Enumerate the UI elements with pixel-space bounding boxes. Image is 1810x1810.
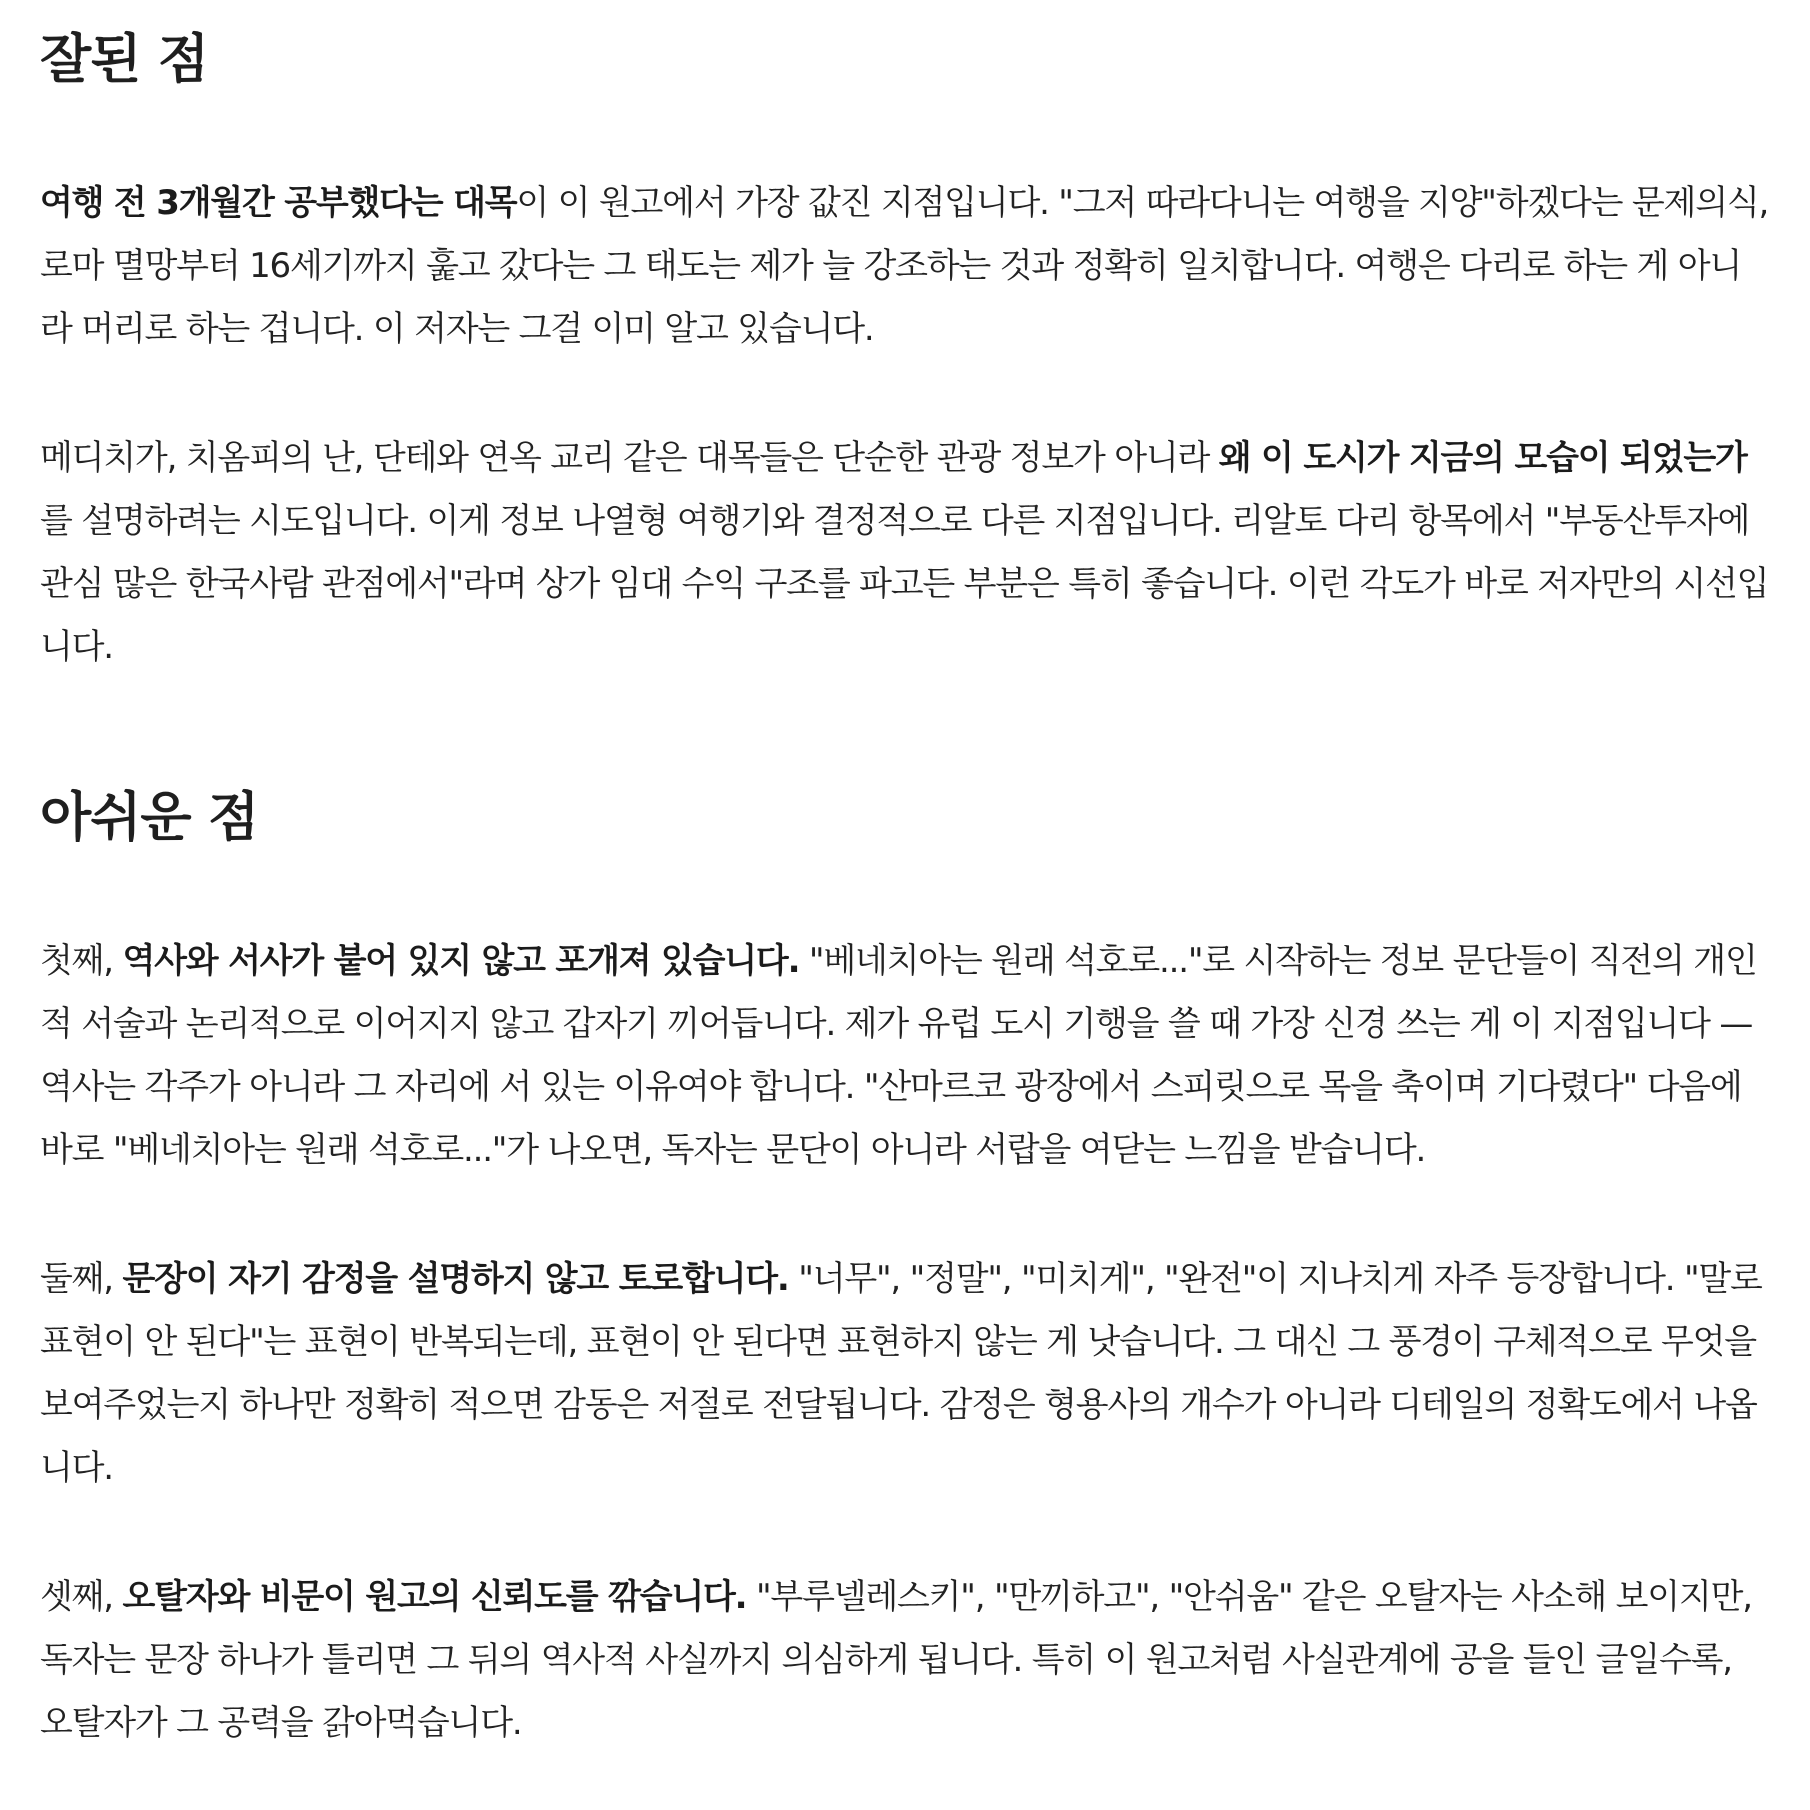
paragraph-lead: 셋째,	[40, 1577, 123, 1617]
bad-paragraph-3	[40, 1566, 1770, 1755]
emphasis: 문장이 자기 감정을 설명하지 않고 토로합니다.	[122, 1259, 789, 1299]
bad-paragraph-2	[40, 1248, 1770, 1500]
good-paragraph-2	[40, 427, 1770, 679]
emphasis: 오탈자와 비문이 원고의 신뢰도를 깎습니다.	[122, 1577, 747, 1617]
paragraph-lead: 둘째,	[40, 1259, 123, 1299]
paragraph-text: 메디치가, 치옴피의 난, 단테와 연옥 교리 같은 대목들은 단순한 관광 정보가 아니라	[40, 438, 1219, 478]
emphasis: 왜 이 도시가 지금의 모습이 되었는가	[1218, 438, 1747, 478]
paragraph-text: 를 설명하려는 시도입니다. 이게 정보 나열형 여행기와 결정적으로 다른 지점입니다. 리알토 다리 항목에서 "부동산투자에 관심 많은 한국사람 관점에서"라며 상가 임대 수익 구조를 파고든 부분은 특히 좋습니다. 이런 각도가 바로 저자만의 시선입니다.	[40, 501, 1769, 667]
emphasis: 역사와 서사가 붙어 있지 않고 포개져 있습니다.	[122, 941, 800, 981]
emphasis: 여행 전 3개월간 공부했다는 대목	[40, 183, 517, 223]
section-title-good: 잘된 점	[40, 29, 209, 90]
paragraph-text: "부루넬레스키", "만끼하고", "안쉬움" 같은 오탈자는 사소해 보이지만, 독자는 문장 하나가 틀리면 그 뒤의 역사적 사실까지 의심하게 됩니다. 특히 이 원고처럼 사실관계에 공을 들인 글일수록, 오탈자가 그 공력을 갉아먹습니다.	[40, 1577, 1752, 1743]
paragraph-text: "베네치아는 원래 석호로..."로 시작하는 정보 문단들이 직전의 개인적 서술과 논리적으로 이어지지 않고 갑자기 끼어듭니다. 제가 유럽 도시 기행을 쓸 때 가장 신경 쓰는 게 이 지점입니다 — 역사는 각주가 아니라 그 자리에 서 있는 이유여야 합니다. "산마르코 광장에서 스피릿으로 목을 축이며 기다렸다" 다음에 바로 "베네치아는 원래 석호로..."가 나오면, 독자는 문단이 아니라 서랍을 여닫는 느낌을 받습니다.	[40, 941, 1757, 1170]
bad-paragraph-1	[40, 930, 1770, 1182]
paragraph-text: 이 이 원고에서 가장 값진 지점입니다. "그저 따라다니는 여행을 지양"하겠다는 문제의식, 로마 멸망부터 16세기까지 훑고 갔다는 그 태도는 제가 늘 강조하는 것과 정확히 일치합니다. 여행은 다리로 하는 게 아니라 머리로 하는 겁니다. 이 저자는 그걸 이미 알고 있습니다.	[40, 183, 1769, 349]
paragraph-text: "너무", "정말", "미치게", "완전"이 지나치게 자주 등장합니다. "말로 표현이 안 된다"는 표현이 반복되는데, 표현이 안 된다면 표현하지 않는 게 낫습니다. 그 대신 그 풍경이 구체적으로 무엇을 보여주었는지 하나만 정확히 적으면 감동은 저절로 전달됩니다. 감정은 형용사의 개수가 아니라 디테일의 정확도에서 나옵니다.	[40, 1259, 1762, 1488]
section-title-bad: 아쉬운 점	[40, 787, 259, 848]
good-paragraph-1	[40, 172, 1770, 361]
paragraph-lead: 첫째,	[40, 941, 123, 981]
